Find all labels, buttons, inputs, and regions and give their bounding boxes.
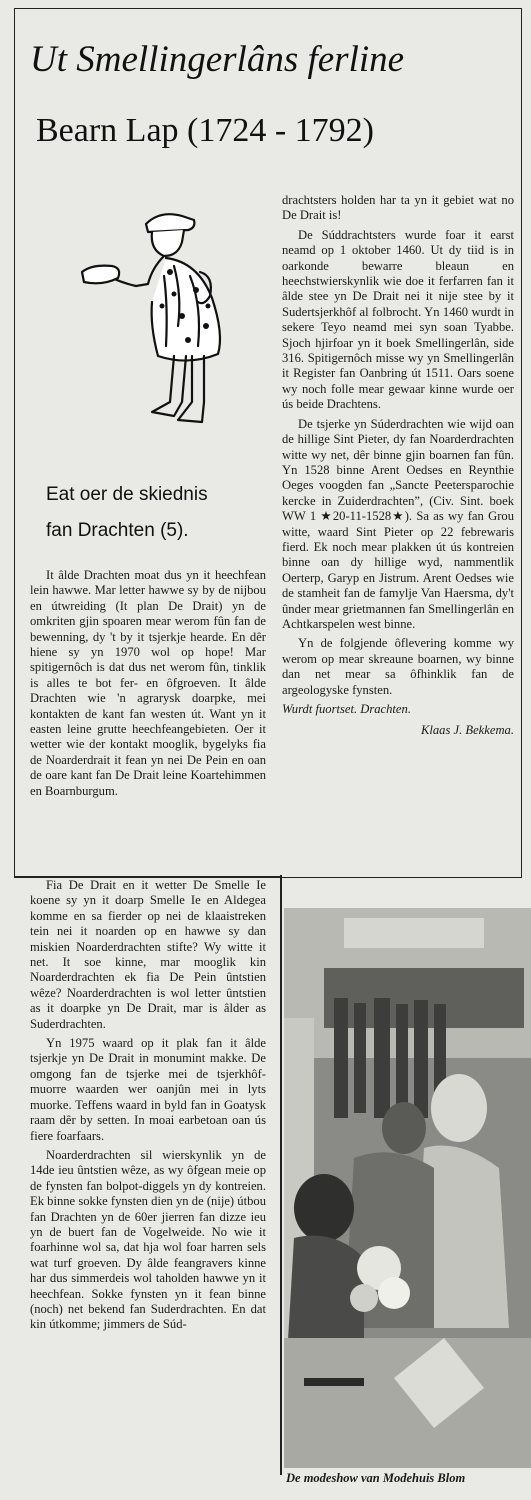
subtitle-line2: fan Drachten (5). [46, 520, 189, 541]
continued-note: Wurdt fuortset. Drachten. [282, 702, 411, 716]
photo-caption: De modeshow van Modehuis Blom [286, 1471, 466, 1485]
series-title: Ut Smellingerlâns ferline [30, 39, 405, 80]
paragraph: drachtsters holden har ta yn it gebiet wat no De Drait is! [282, 193, 514, 223]
article-column-left [30, 568, 266, 803]
paragraph: Yn 1975 waard op it plak fan it âlde tsjerkje yn De Drait in monumint makke. De omgong fan de tsjerke mei de tsjerkhôf-muorre waarden wer oanjûn mei in lyts muorke. Teffens waard in byld fan in Goatysk raam dêr by setten. In moai earbetoan oan ús fiere foarfaars. [30, 1036, 266, 1143]
paragraph: De Súddrachtsters wurde foar it earst neamd op 1 oktober 1460. Ut dy tiid is in oarkonde bewarre bleaun en heechstwierskynlik wie doe it ferfarren fan it âlde stee yn De Drait nei it nije stee by it Sudertsjerkhôf al folbrocht. Yn 1460 wurdt in sekere Teyo neamd mei syn soan Tyabbe. Sjoch hjirfoar yn it boek Smellingerlân, side 316. Spitigernôch misse wy yn Smellingerlân it Register fan Oanbring út 1511. Oars soene wy noch folle mear gewaar kinne wurde oer ús beide Drachtens. [282, 227, 514, 412]
article-column-left-continued [30, 878, 266, 1337]
article-column-right [282, 193, 514, 739]
subtitle-line1: Eat oer de skiednis [46, 484, 208, 505]
author-byline: Klaas J. Bekkema. [420, 723, 514, 738]
paragraph: Fia De Drait en it wetter De Smelle Ie koene sy yn it doarp Smelle Ie en Aldegea komme en sa fierder op nei de klaaistreken tein nei it noarden op en hawwe sy dan miskien Noarderdrachten stifte? Wy witte it net. It soe kinne, mar mooglik kin Noarderdrachten ek fia De Pein ûntstien wêze? Noarderdrachten is wol letter ûntstien as it doarpke yn De Drait, mar is âlder as Suderdrachten. [30, 878, 266, 1031]
paragraph: Yn de folgjende ôflevering komme wy werom op mear skreaune boarnen, wy binne dan net mear sa ôfhinklik fan de argeologyske fynsten. [282, 636, 514, 697]
article-title: Bearn Lap (1724 - 1792) [36, 112, 375, 149]
paragraph: De tsjerke yn Súderdrachten wie wijd oan de hillige Sint Pieter, dy fan Noarderdrachten witte wy net, dêr binne gjin boarnen fan fûn. Yn 1528 binne Arent Oedses en Reynthie Oeges voogden fan „Sancte Peetersparochie kercke in Zuiderdrachten”, (Civ. Sint. boek WW 1 ★20-11-1528★). Sa as wy fan Grou witte, waard Sint Pieter op 22 febrewaris fierd. Ek noch mear plakken út ús kontreien binne oan dy hillige wyd, nammentlik Oerterp, Garyp en Jistrum. Arent Oedses wie de stamheit fan de famylje Van Haersma, dy't ûnder mear grietmannen fan Smellingerlân en Achtkarspelen west binne. [282, 416, 514, 631]
column-rule [280, 875, 282, 1475]
paragraph: Noarderdrachten sil wierskynlik yn de 14de ieu ûntstien wêze, as wy ôfgean meie op de fynsten fan bolpot-diggels yn dy kontreien. Ek binne sokke fynsten dien yn de (nije) útbou fan Drachten yn de 60er jierren fan dizze ieu yn de buert fan de Vogelweide. No wie it foarhinne wol sa, dat hja wol foar harren sels wat turf groeven. Dy âlde feangravers kinne har dus simmerdeis wol taholden hawwe yn it heechfean. Sokke fynsten yn it fean binne (noch) net bekend fan Suderdrachten. En dat kin útkomme; jimmers de Súd- [30, 1147, 266, 1332]
fashion-show-photo [284, 908, 531, 1468]
bearn-lap-illustration [78, 206, 228, 436]
paragraph: It âlde Drachten moat dus yn it heechfean lein hawwe. Mar letter hawwe sy by de nijbou en útwreiding (It plan De Drait) yn de omkriten gjin spoaren mear werom fûn fan de bewenning, dy 't by it tsjerkje hearde. En dêr hiene sy yn 1970 wol op hope! Mar spitigernôch is dat dus net werom fûn, tinklik is alles te bot fer- en ôfgroeven. It âlde Drachten wie 'n agrarysk doarpke, mei kontakten de kant fan westen út. Want yn it easten leine grutte heechfeangebieten. Oer it wetter wie der kontakt mooglik, bygelyks fia de Noarderdrait it fean yn nei De Pein en oan de oare kant fan De Drait leine Koartehimmen en Boarnburgum. [30, 568, 266, 798]
